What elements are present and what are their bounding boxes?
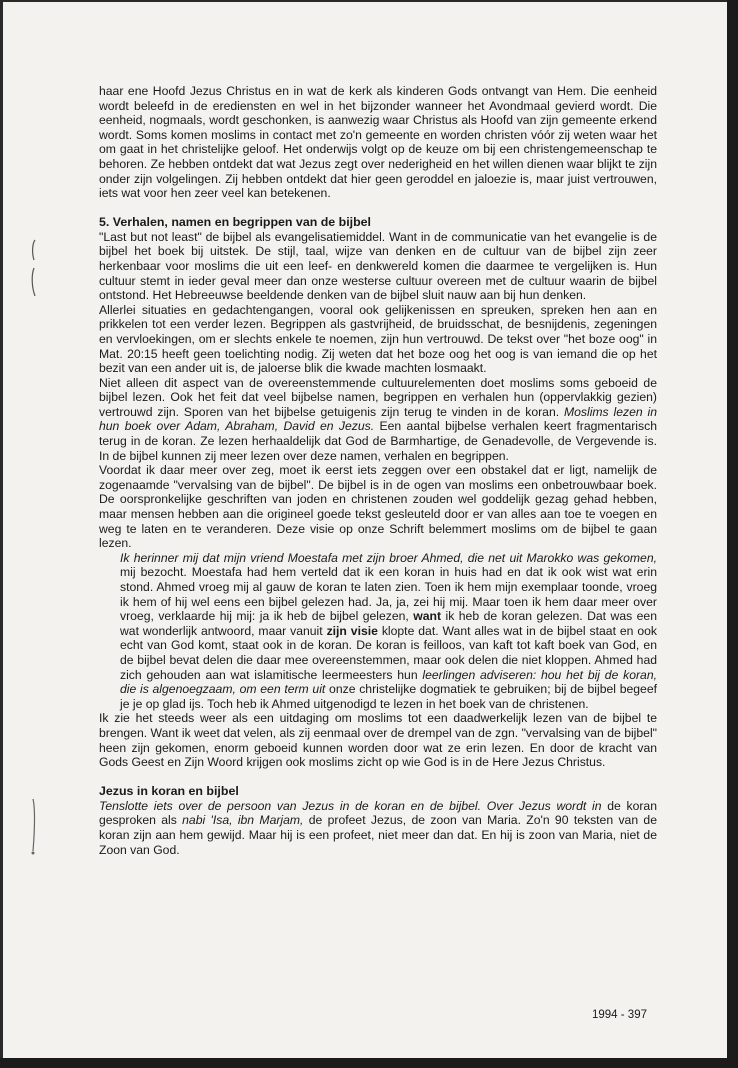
italic-text: nabi 'Isa, ibn Marjam, xyxy=(182,813,304,828)
paragraph xyxy=(99,799,657,857)
quoted-anecdote xyxy=(120,551,657,712)
document-page xyxy=(3,2,727,1058)
binder-hole-mark-icon xyxy=(29,238,39,298)
text-run: ik heb de koran gelezen. Dat was een wat wonderlijk antwoord, maar vanuit xyxy=(120,609,657,638)
paragraph xyxy=(99,376,657,464)
text-run: Niet alleen dit aspect van de overeenstemmende cultuurelementen doet moslims soms geboeid de bijbel lezen. Ook het feit dat veel bijbelse namen, begrippen en verhalen hun (oppervlakkig gezien) vertrouwd zijn. Sporen van het bijbelse getuigenis zijn terug te vinden in de koran. xyxy=(99,375,657,419)
text-run: mij bezocht. Moestafa had hem verteld dat ik een koran in huis had en dat ik ook wist wat erin stond. Ahmed vroeg mij al gauw de koran te laten zien. Toen ik hem mijn exemplaar toonde, vroeg ik hem of hij wel eens een bijbel gelezen had. Ja, ja, zei hij mij. Maar toen ik hem daar meer over vroeg, verklaarde hij mij: ja ik heb de bijbel gelezen, xyxy=(120,565,657,624)
italic-text: leerlingen adviseren: hou het bij de koran, die is algenoegzaam, om een term uit xyxy=(120,667,657,697)
binder-hole-mark-icon xyxy=(29,797,39,857)
italic-text: Moslims lezen in hun boek over Adam, Abraham, David en Jezus. xyxy=(99,404,657,434)
italic-text: Tenslotte iets over de persoon van Jezus in de koran en de bijbel. Over Jezus wordt in xyxy=(99,798,602,813)
paragraph: Allerlei situaties en gedachtengangen, vooral ook gelijkenissen en spreuken, spreken hen aan en prikkelen tot een verder lezen. Begrippen als gastvrijheid, de bruidsschat, de besnijdenis, zegeningen en vervloekingen, om er slechts enkele te noemen, zijn hun vertrouwd. De tekst over "het boze oog" in Mat. 20:15 heeft geen toelichting nodig. Zij weten dat het boze oog het oog is van iemand die op het bezit van een ander uit is, de jaloerse blik die kwade machten losmaakt. xyxy=(99,302,657,376)
text-run: onze christelijke dogmatiek te gebruiken; bij de bijbel begeef je je op glad ijs. Toch heb ik Ahmed uitgenodigd te lezen in het boek van de christenen. xyxy=(120,682,657,711)
italic-text: Ik herinner mij dat mijn vriend Moestafa met zijn broer Ahmed, die net uit Marokko was gekomen, xyxy=(120,550,657,565)
text-run: Een aantal bijbelse verhalen keert fragmentarisch terug in de koran. Ze lezen herhaaldelijk dat God de Barmhartige, de Genadevolle, de Vergevende is. In de bijbel kunnen zij meer lezen over deze namen, verhalen en begrippen. xyxy=(99,419,657,463)
section-heading: 5. Verhalen, namen en begrippen van de bijbel xyxy=(99,214,371,229)
bold-text: want xyxy=(413,609,442,624)
intro-paragraph: haar ene Hoofd Jezus Christus en in wat de kerk als kinderen Gods ontvangt van Hem. Die eenheid wordt beleefd in de erediensten en wel in het bijzonder wanneer het Avondmaal gevierd wordt. Die eenheid, nogmaals, wordt geschonken, is aanwezig waar Christus als Hoofd van zijn gemeente erkend wordt. Soms komen moslims in contact met zo'n gemeente en worden christen vóór zij weten waar het om gaat in het christelijke geloof. Het onderwijs volgt op de keuze om bij een christengemeenschap te behoren. Ze hebben ontdekt dat wat Jezus zegt over nederigheid en het willen dienen waar blijkt te zijn onder zijn volgelingen. Zij hebben ontdekt dat hier geen geroddel en jaloezie is, maar juist vertrouwen, iets wat voor hen zeer veel kan betekenen. xyxy=(99,84,657,201)
page-number: 1994 - 397 xyxy=(592,1009,647,1021)
subsection-heading: Jezus in koran en bijbel xyxy=(99,783,239,798)
document-body xyxy=(99,84,657,857)
paragraph: "Last but not least" de bijbel als evangelisatiemiddel. Want in de communicatie van het evangelie is de bijbel het boek bij uitstek. De stijl, taal, wijze van denken en de cultuur van de bijbel zijn zeer herkenbaar voor moslims die uit een leef- en denkwereld komen die daarmee te vergelijken is. Hun cultuur stemt in ieder geval meer dan onze westerse cultuur overeen met de cultuur waarin de bijbel ontstond. Het Hebreeuwse beeldende denken van de bijbel sluit nauw aan bij hun denken. xyxy=(99,229,657,303)
scan-edge-bottom xyxy=(0,1058,738,1068)
text-run: klopte dat. Want alles wat in de bijbel staat en ook echt van God komt, staat ook in de koran. De koran is feilloos, van kaft tot kaft boek van God, en de bijbel bevat delen die daar mee overeenstemmen, maar ook delen die niet kloppen. Ahmed had zich gehouden aan wat islamitische leermeesters hun xyxy=(120,623,657,682)
text-run: de profeet Jezus, de zoon van Maria. Zo'n 90 teksten van de koran zijn aan hem gewijd. Maar hij is een profeet, niet meer dan dat. En hij is zoon van Maria, niet de Zoon van God. xyxy=(99,813,657,857)
paragraph: Ik zie het steeds weer als een uitdaging om moslims tot een daadwerkelijk lezen van de bijbel te brengen. Want ik weet dat velen, als zij eenmaal over de drempel van de zgn. "vervalsing van de bijbel" heen zijn gekomen, enorm geboeid kunnen worden door wat ze erin lezen. En door de kracht van Gods Geest en Zijn Woord krijgen ook moslims zicht op wie God is in de Here Jezus Christus. xyxy=(99,711,657,770)
bold-text: zijn visie xyxy=(326,623,378,638)
scan-edge-right xyxy=(727,0,738,1068)
text-run: de koran gesproken als xyxy=(99,798,657,828)
paragraph: Voordat ik daar meer over zeg, moet ik eerst iets zeggen over een obstakel dat er ligt, namelijk de zogenaamde "vervalsing van de bijbel". De bijbel is in de ogen van moslims een onbetrouwbaar boek. De oorspronkelijke geschriften van joden en christenen zouden wel goddelijk gezag gehad hebben, maar mensen hebben aan die origineel goede tekst gesleuteld door er van alles aan toe te voegen en weg te laten en te veranderen. Deze visie op onze Schrift belemmert moslims om de bijbel te gaan lezen. xyxy=(99,463,657,551)
